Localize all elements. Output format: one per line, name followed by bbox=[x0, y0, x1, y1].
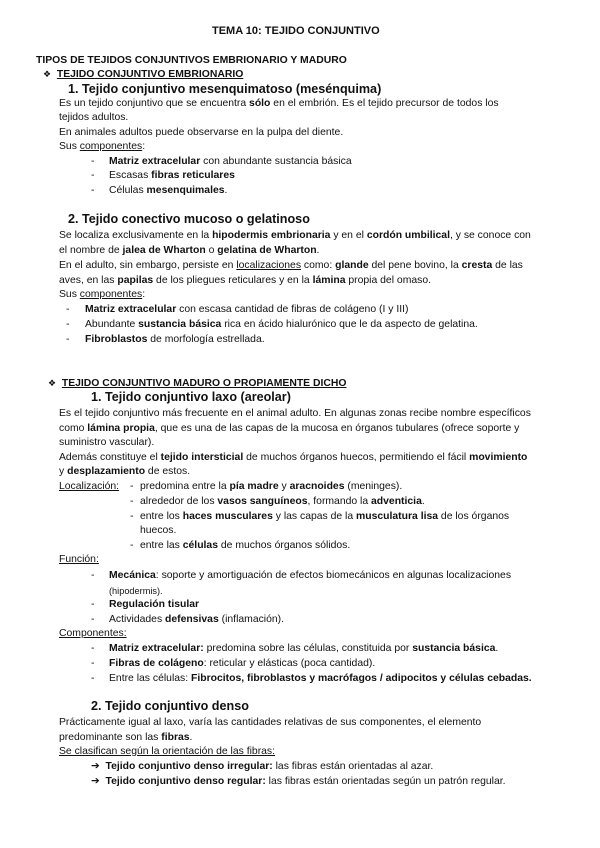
list-item: Abundante sustancia básica rica en ácido hialurónico que le da aspecto de gelatina. bbox=[85, 319, 478, 330]
list-item: Matriz extracelular: predomina sobre las células, constituida por sustancia básica. bbox=[109, 643, 499, 654]
dash-bullet: - bbox=[91, 170, 95, 181]
list-item: predomina entre la pía madre y aracnoides (meninges). bbox=[140, 481, 403, 492]
dash-bullet: - bbox=[130, 496, 134, 507]
dash-bullet: - bbox=[66, 304, 70, 315]
dash-bullet: - bbox=[91, 570, 95, 581]
dash-bullet: - bbox=[66, 319, 70, 330]
list-item-continuation: (hipodermis). bbox=[109, 586, 163, 596]
funcion-label: Función: bbox=[59, 554, 99, 565]
arrow-list-item: ➔ Tejido conjuntivo denso regular: las fibras están orientadas según un patrón regular. bbox=[91, 776, 506, 787]
paragraph-line: Prácticamente igual al laxo, varía las cantidades relativas de sus componentes, el elemento bbox=[59, 717, 482, 728]
dash-bullet: - bbox=[91, 658, 95, 669]
dash-bullet: - bbox=[66, 334, 70, 345]
arrow-right-icon: ➔ bbox=[91, 761, 100, 772]
paragraph-line: suministro vascular). bbox=[59, 437, 155, 448]
list-item: Entre las células: Fibrocitos, fibroblastos y macrófagos / adipocitos y células cebadas. bbox=[109, 673, 532, 684]
types-heading: TIPOS DE TEJIDOS CONJUNTIVOS EMBRIONARIO Y MADURO bbox=[36, 55, 347, 66]
dash-bullet: - bbox=[91, 614, 95, 625]
mesenquimatoso-heading: 1. Tejido conjuntivo mesenquimatoso (mesénquima) bbox=[68, 82, 382, 96]
dash-bullet: - bbox=[91, 673, 95, 684]
components-label: Sus componentes: bbox=[59, 289, 146, 300]
list-item: entre los haces musculares y las capas de la musculatura lisa de los órganos bbox=[140, 511, 510, 522]
diamond-bullet-icon: ❖ bbox=[43, 69, 52, 79]
paragraph-line: En el adulto, sin embargo, persiste en localizaciones como: glande del pene bovino, la cresta de las bbox=[59, 260, 523, 271]
section-embrionario-heading: ❖ TEJIDO CONJUNTIVO EMBRIONARIO bbox=[43, 69, 244, 80]
list-item: Regulación tisular bbox=[109, 599, 200, 610]
list-item-continuation: huecos. bbox=[140, 525, 177, 536]
arrow-right-icon: ➔ bbox=[91, 776, 100, 787]
list-item: alrededor de los vasos sanguíneos, formando la adventicia. bbox=[140, 496, 425, 507]
paragraph-line: Es un tejido conjuntivo que se encuentra sólo en el embrión. Es el tejido precursor de todos los bbox=[59, 98, 499, 109]
list-item: Mecánica: soporte y amortiguación de efectos biomecánicos en algunas localizaciones bbox=[109, 570, 512, 581]
paragraph-line: como lámina propia, que es una de las capas de la mucosa en órganos tubulares (ofrece soporte y bbox=[59, 423, 520, 434]
list-item: Actividades defensivas (inflamación). bbox=[109, 614, 285, 625]
section-maduro-heading: ❖ TEJIDO CONJUNTIVO MADURO O PROPIAMENTE DICHO bbox=[48, 378, 347, 389]
denso-heading: 2. Tejido conjuntivo denso bbox=[91, 699, 249, 713]
list-item: Células mesenquimales. bbox=[109, 185, 228, 196]
paragraph-line: el nombre de jalea de Wharton o gelatina de Wharton. bbox=[59, 245, 320, 256]
paragraph-line: predominante son las fibras. bbox=[59, 732, 193, 743]
dash-bullet: - bbox=[91, 185, 95, 196]
list-item: Matriz extracelular con abundante sustancia básica bbox=[109, 156, 352, 167]
list-item: entre las células de muchos órganos sólidos. bbox=[140, 540, 351, 551]
dash-bullet: - bbox=[130, 511, 134, 522]
paragraph-line: Es el tejido conjuntivo más frecuente en el animal adulto. En algunas zonas recibe nombre específicos bbox=[59, 408, 531, 419]
diamond-bullet-icon: ❖ bbox=[48, 378, 57, 388]
mucoso-heading: 2. Tejido conectivo mucoso o gelatinoso bbox=[68, 212, 310, 226]
localizacion-label: Localización: bbox=[59, 481, 120, 492]
dash-bullet: - bbox=[91, 156, 95, 167]
list-item: Fibroblastos de morfología estrellada. bbox=[85, 334, 265, 345]
paragraph-line: Además constituye el tejido intersticial de muchos órganos huecos, permitiendo el fácil movimiento bbox=[59, 452, 528, 463]
paragraph-line: aves, en las papilas de los pliegues reticulares y en la lámina propia del omaso. bbox=[59, 275, 431, 286]
paragraph-line: Se clasifican según la orientación de las fibras: bbox=[59, 746, 276, 757]
dash-bullet: - bbox=[91, 643, 95, 654]
list-item: Fibras de colágeno: reticular y elásticas (poca cantidad). bbox=[109, 658, 376, 669]
paragraph-line: tejidos adultos. bbox=[59, 112, 129, 123]
list-item: Matriz extracelular con escasa cantidad de fibras de colágeno (I y III) bbox=[85, 304, 409, 315]
arrow-list-item: ➔ Tejido conjuntivo denso irregular: las fibras están orientadas al azar. bbox=[91, 761, 434, 772]
dash-bullet: - bbox=[91, 599, 95, 610]
list-item: Escasas fibras reticulares bbox=[109, 170, 235, 181]
dash-bullet: - bbox=[130, 540, 134, 551]
paragraph-line: En animales adultos puede observarse en la pulpa del diente. bbox=[59, 127, 344, 138]
componentes-label: Componentes: bbox=[59, 628, 127, 639]
dash-bullet: - bbox=[130, 481, 134, 492]
paragraph-line: y desplazamiento de estos. bbox=[59, 466, 191, 477]
laxo-heading: 1. Tejido conjuntivo laxo (areolar) bbox=[91, 390, 291, 404]
page-title: TEMA 10: TEJIDO CONJUNTIVO bbox=[212, 25, 380, 37]
paragraph-line: Se localiza exclusivamente en la hipodermis embrionaria y en el cordón umbilical, y se conoce con bbox=[59, 230, 531, 241]
components-label: Sus componentes: bbox=[59, 141, 146, 152]
